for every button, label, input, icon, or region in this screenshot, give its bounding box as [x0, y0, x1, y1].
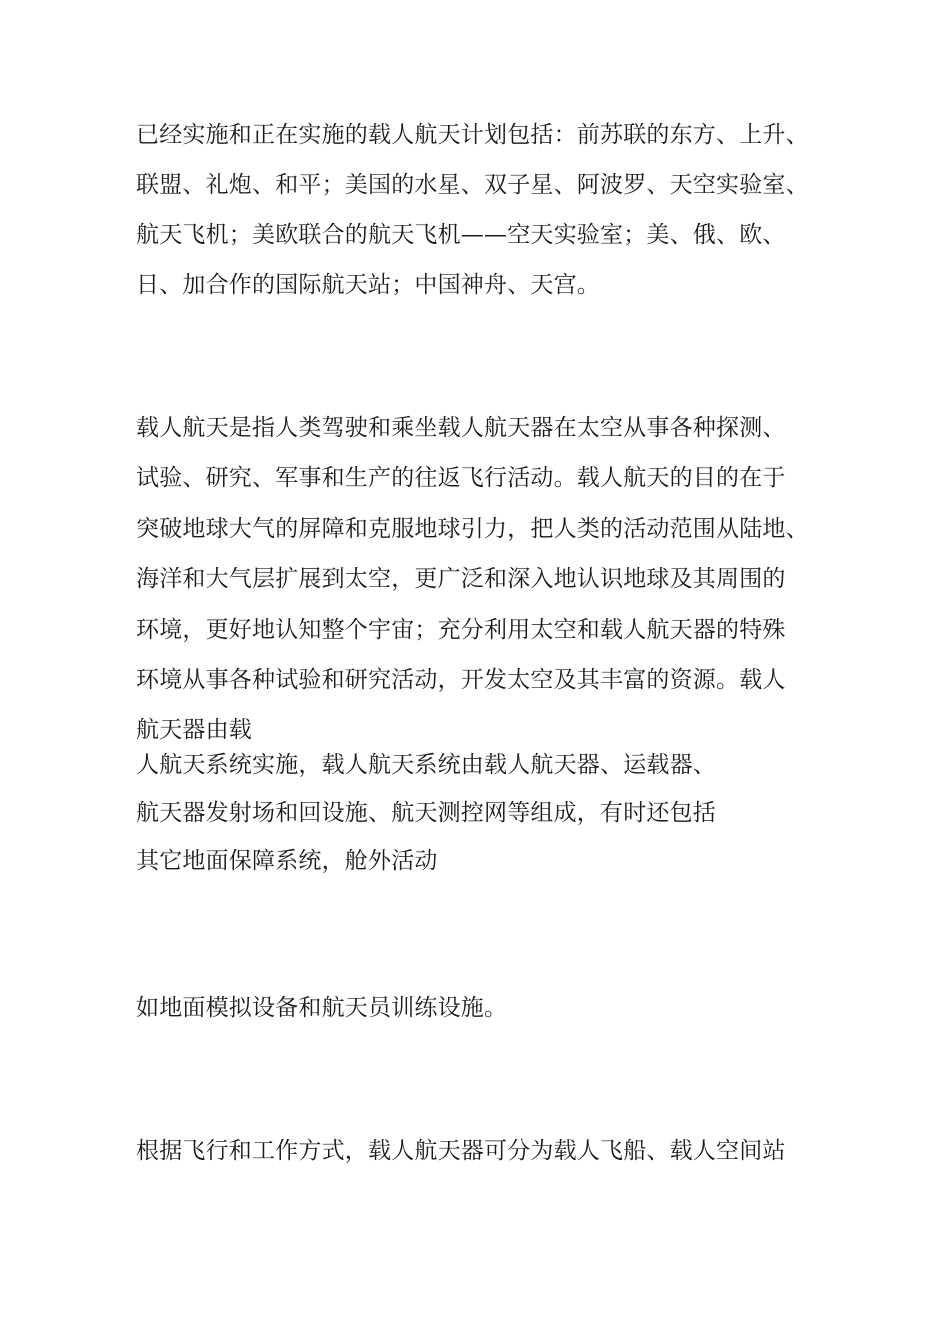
paragraph1-line-4: 日、加合作的国际航天站；中国神舟、天宫。	[136, 272, 600, 298]
paragraph3-line-2: 航天器发射场和回设施、航天测控网等组成，有时还包括	[136, 800, 716, 826]
paragraph1-line-1: 已经实施和正在实施的载人航天计划包括：前苏联的东方、上升、	[136, 122, 809, 148]
paragraph2-line-5: 环境，更好地认知整个宇宙；充分利用太空和载人航天器的特殊	[136, 617, 786, 643]
paragraph2-line-7: 航天器由载	[136, 717, 252, 743]
paragraph5-line-1: 根据飞行和工作方式，载人航天器可分为载人飞船、载人空间站	[136, 1138, 786, 1164]
paragraph2-line-1: 载人航天是指人类驾驶和乘坐载人航天器在太空从事各种探测、	[136, 415, 786, 441]
paragraph3-line-3: 其它地面保障系统，舱外活动	[136, 848, 438, 874]
paragraph3-line-1: 人航天系统实施，载人航天系统由载人航天器、运载器、	[136, 752, 716, 778]
paragraph2-line-4: 海洋和大气层扩展到太空，更广泛和深入地认识地球及其周围的	[136, 566, 786, 592]
paragraph1-line-2: 联盟、礼炮、和平；美国的水星、双子星、阿波罗、天空实验室、	[136, 172, 809, 198]
paragraph2-line-2: 试验、研究、军事和生产的往返飞行活动。载人航天的目的在于	[136, 465, 786, 491]
paragraph2-line-3: 突破地球大气的屏障和克服地球引力，把人类的活动范围从陆地、	[136, 516, 809, 542]
paragraph1-line-3: 航天飞机；美欧联合的航天飞机——空天实验室；美、俄、欧、	[136, 222, 786, 248]
paragraph4-line-1: 如地面模拟设备和航天员训练设施。	[136, 995, 508, 1021]
paragraph2-line-6: 环境从事各种试验和研究活动，开发太空及其丰富的资源。载人	[136, 667, 786, 693]
